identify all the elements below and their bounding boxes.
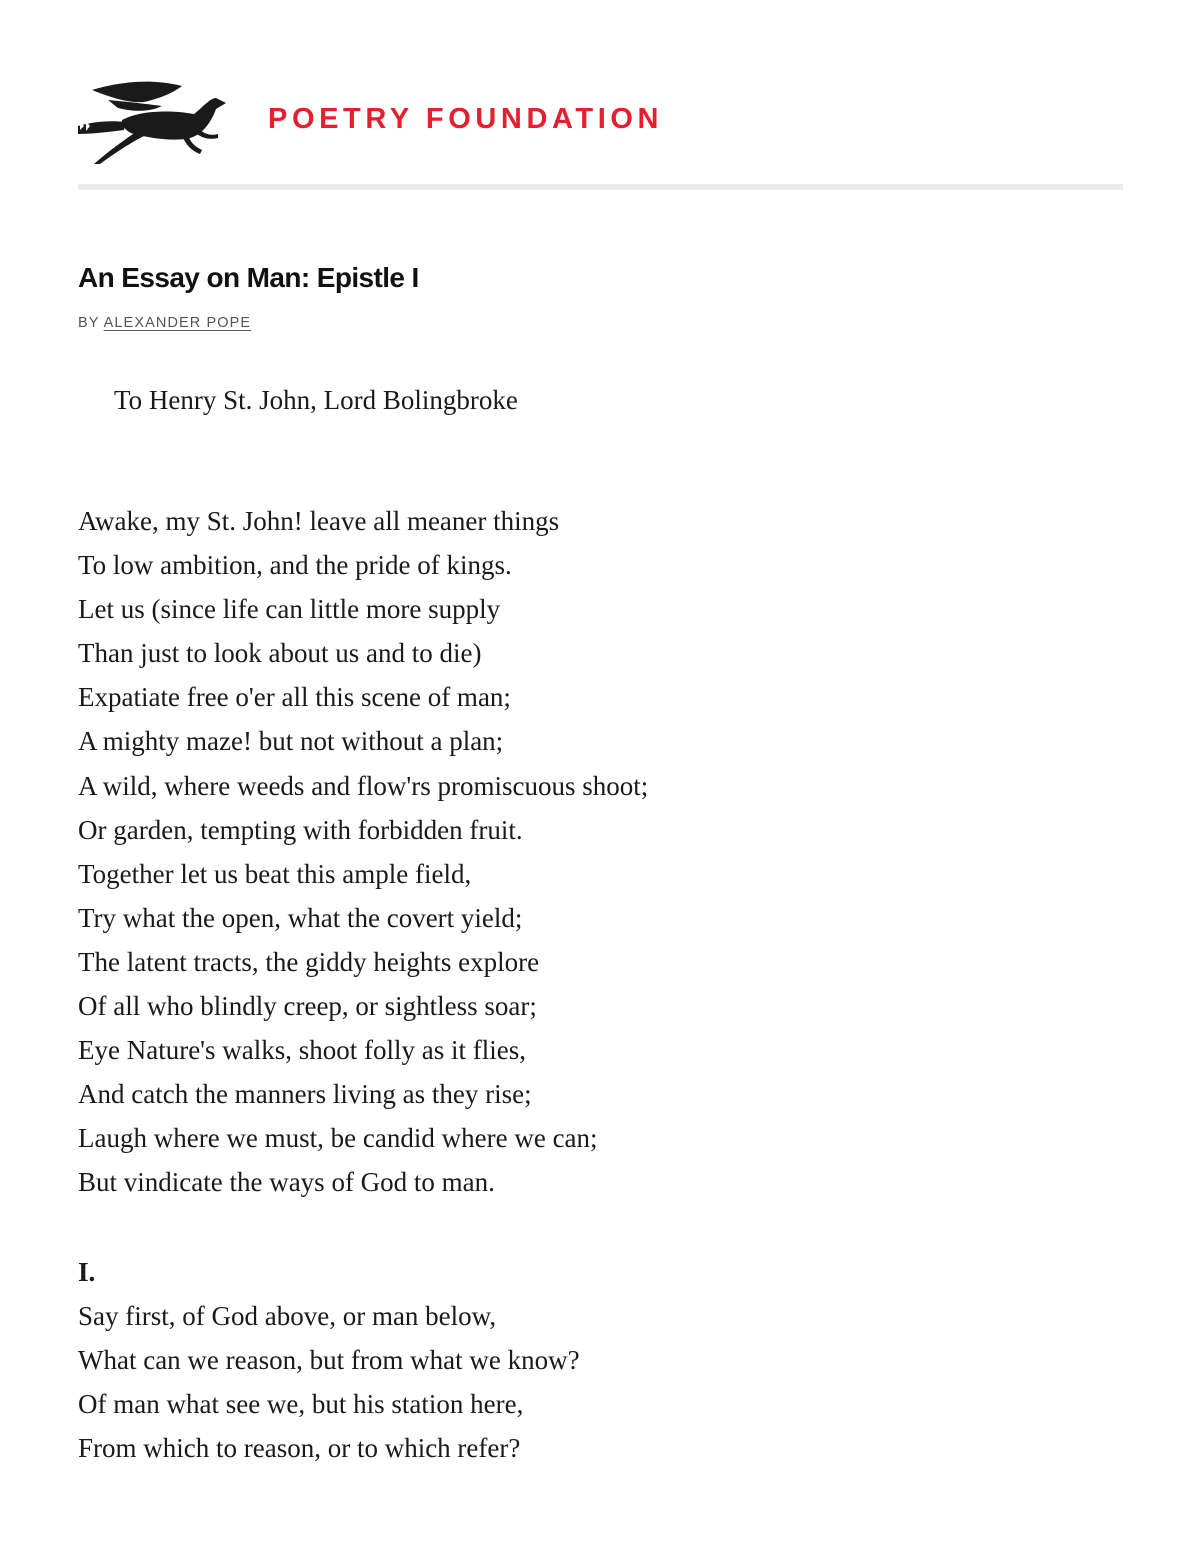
header-divider [78,184,1123,190]
poem-line: But vindicate the ways of God to man. [78,1167,495,1198]
byline [78,315,251,331]
poem-line: From which to reason, or to which refer? [78,1433,521,1464]
poem-line: Of all who blindly creep, or sightless soar; [78,991,537,1022]
pegasus-icon[interactable] [78,76,228,164]
poem-line: Than just to look about us and to die) [78,638,482,669]
stanza-1 [78,499,648,1205]
poem-line: A mighty maze! but not without a plan; [78,726,504,757]
poem-line: The latent tracts, the giddy heights explore [78,946,540,977]
poem-line: Say first, of God above, or man below, [78,1301,497,1332]
poem-line: What can we reason, but from what we know? [78,1345,580,1376]
poem-line: And catch the manners living as they rise; [78,1079,532,1110]
brand-name[interactable]: POETRY FOUNDATION [268,103,664,135]
poem-line: Eye Nature's walks, shoot folly as it flies, [78,1035,527,1066]
byline-prefix: BY [78,315,100,331]
author-link[interactable]: ALEXANDER POPE [103,315,252,331]
site-header [78,70,1123,170]
stanza-2 [78,1250,580,1470]
poem-line: Try what the open, what the covert yield; [78,902,523,933]
poem-title: An Essay on Man: Epistle I [78,262,419,293]
poem-line: Together let us beat this ample field, [78,858,472,889]
poem-line: Laugh where we must, be candid where we can; [78,1123,598,1154]
poem-dedication: To Henry St. John, Lord Bolingbroke [114,385,518,415]
poem-line: A wild, where weeds and flow'rs promiscuous shoot; [78,770,649,801]
poem-line: To low ambition, and the pride of kings. [78,550,512,581]
poem-line: Of man what see we, but his station here, [78,1389,524,1420]
poem-line: Let us (since life can little more supply [78,594,501,625]
poem-line: Awake, my St. John! leave all meaner things [78,506,560,536]
poem-line: Or garden, tempting with forbidden fruit. [78,814,523,845]
poem-line: Expatiate free o'er all this scene of man; [78,682,511,713]
section-heading: I. [78,1257,96,1287]
